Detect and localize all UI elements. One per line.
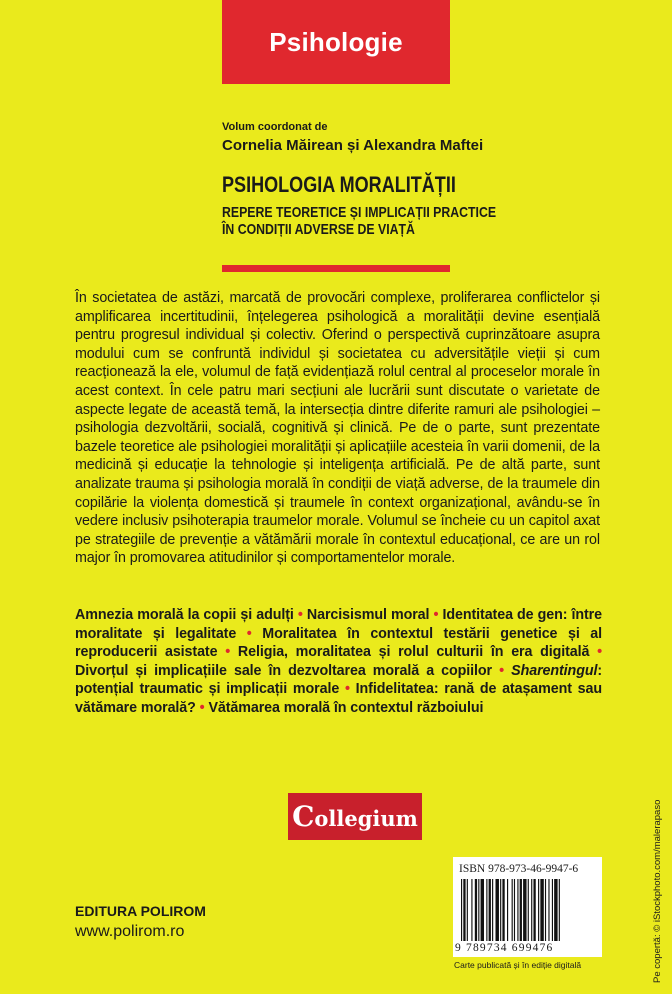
topic-separator: • bbox=[225, 644, 231, 661]
topic-separator: • bbox=[199, 699, 205, 716]
topic-separator: • bbox=[597, 644, 603, 661]
series-banner bbox=[222, 0, 450, 84]
coordinated-label: Volum coordonat de bbox=[222, 121, 328, 133]
digital-edition-note: Carte publicată și în ediție digitală bbox=[454, 960, 582, 970]
series-label: Psihologie bbox=[269, 26, 403, 57]
topic-text: Infidelitatea: rană de atașament sau vătămare morală? bbox=[75, 681, 603, 716]
topic-text: Religia, moralitatea și rolul culturii în era digitală bbox=[237, 644, 590, 661]
barcode-bar bbox=[554, 879, 557, 941]
collegium-initial: C bbox=[292, 800, 315, 833]
barcode-bar bbox=[538, 879, 539, 941]
isbn-text: ISBN 978-973-46-9947-6 bbox=[459, 863, 579, 875]
book-subtitle bbox=[222, 204, 496, 238]
collegium-rest: ollegium bbox=[314, 806, 418, 831]
topic-separator: • bbox=[433, 607, 439, 623]
barcode-bar bbox=[523, 879, 526, 941]
barcode-bar bbox=[559, 879, 560, 941]
barcode-bar bbox=[507, 879, 508, 941]
barcode-number: 9 789734 699476 bbox=[455, 942, 554, 954]
barcode-bar bbox=[496, 879, 499, 941]
barcode-bar bbox=[552, 879, 553, 941]
barcode-bar bbox=[502, 879, 504, 941]
barcode-bar bbox=[517, 879, 518, 941]
barcode-bar bbox=[545, 879, 546, 941]
barcode-bar bbox=[533, 879, 535, 941]
description-text: În societatea de astăzi, marcată de provocări complexe, proliferarea conflictelor și amplificarea incertitudinii, înțelegerea psihologică a moralității devine esențială pentru progresul individual și colectiv. Oferind o perspectivă cuprinzătoare asupra modului cum se confruntă individul și societatea cu adversitățile vieții și cum reacționează la ele, volumul de față evidențiază rolul central al proceselor morale în acest context. În cele patru mari secțiuni ale lucrării sunt discutate o varietate de aspecte legate de această temă, la intersecția dintre diferite ramuri ale psihologiei – psihologia dezvoltării, socială, cognitivă și clinică. Pe de o parte, sunt prezentate bazele teoretice ale psihologiei moralității și aplicațiile acesteia în varii domenii, de la medicină și educație la tehnologie și inteligența artificială. Pe de altă parte, sunt analizate trauma și psihologia morală în condiții de viață adverse, de la traumele din copilărie la violența domestică și traumele în context organizațional, avându-se în vedere inclusiv psihoterapia traumelor morale. Volumul se încheie cu un capitol axat pe strategiile de prevenție a vătămării morale în contextul educațional, ce are un rol major în promovarea atitudinilor și comportamentelor morale. bbox=[75, 290, 600, 567]
barcode-bar bbox=[471, 879, 472, 941]
barcode-bar bbox=[540, 879, 543, 941]
topic-item bbox=[238, 644, 589, 660]
topic-text: Amnezia morală la copii și adulți bbox=[75, 607, 294, 623]
topic-separator: • bbox=[246, 625, 252, 642]
barcode-bar bbox=[461, 879, 462, 941]
publisher-website: www.polirom.ro bbox=[75, 923, 185, 940]
barcode-bar bbox=[514, 879, 515, 941]
topic-item bbox=[75, 607, 294, 623]
topic-text: Vătămarea morală în contextul războiului bbox=[208, 699, 484, 716]
cover-credit: Pe copertă: © iStockphoto.com/malerapaso bbox=[652, 799, 663, 983]
topic-text: Identitatea de gen: între moralitate și legalitate bbox=[75, 607, 602, 642]
book-title: PSIHOLOGIA MORALITĂȚII bbox=[222, 172, 456, 197]
topic-text: Sharentingul bbox=[511, 662, 598, 679]
barcode-bar bbox=[531, 879, 532, 941]
topic-separator: • bbox=[297, 607, 303, 623]
title-divider bbox=[222, 265, 450, 272]
barcode-bar bbox=[486, 879, 487, 941]
barcode-bar bbox=[512, 879, 513, 941]
barcode-bar bbox=[475, 879, 477, 941]
barcode-bar bbox=[548, 879, 549, 941]
topic-text: Divorțul și implicațiile sale în dezvoltarea morală a copiilor bbox=[75, 662, 492, 679]
subtitle-line-2: ÎN CONDIȚII ADVERSE DE VIAȚĂ bbox=[222, 221, 415, 238]
collegium-logo bbox=[288, 793, 422, 840]
barcode-bar bbox=[500, 879, 501, 941]
topic-text: Moralitatea în contextul testării genetice și al reproducerii asistate bbox=[75, 625, 603, 661]
topic-item bbox=[208, 700, 483, 716]
barcode-bar bbox=[520, 879, 522, 941]
topics-list bbox=[75, 606, 602, 718]
publisher-name: EDITURA POLIROM bbox=[75, 903, 206, 919]
barcode-bar bbox=[528, 879, 529, 941]
topic-suffix: : potențial traumatic și implicații morale bbox=[75, 662, 603, 698]
barcode-bar bbox=[467, 879, 468, 941]
topic-item bbox=[75, 663, 492, 679]
topic-item bbox=[307, 607, 430, 623]
barcode-bar bbox=[463, 879, 465, 941]
barcode-bar bbox=[489, 879, 491, 941]
barcode-block bbox=[453, 857, 602, 957]
barcode-icon bbox=[459, 879, 595, 941]
topic-separator: • bbox=[344, 681, 350, 698]
authors: Cornelia Măirean și Alexandra Maftei bbox=[222, 137, 484, 154]
subtitle-line-1: REPERE TEORETICE ȘI IMPLICAȚII PRACTICE bbox=[222, 204, 497, 221]
topic-separator: • bbox=[499, 662, 505, 679]
barcode-bar bbox=[481, 879, 484, 941]
barcode-bar bbox=[492, 879, 493, 941]
barcode-bar bbox=[478, 879, 479, 941]
topic-text: Narcisismul moral bbox=[306, 607, 430, 623]
